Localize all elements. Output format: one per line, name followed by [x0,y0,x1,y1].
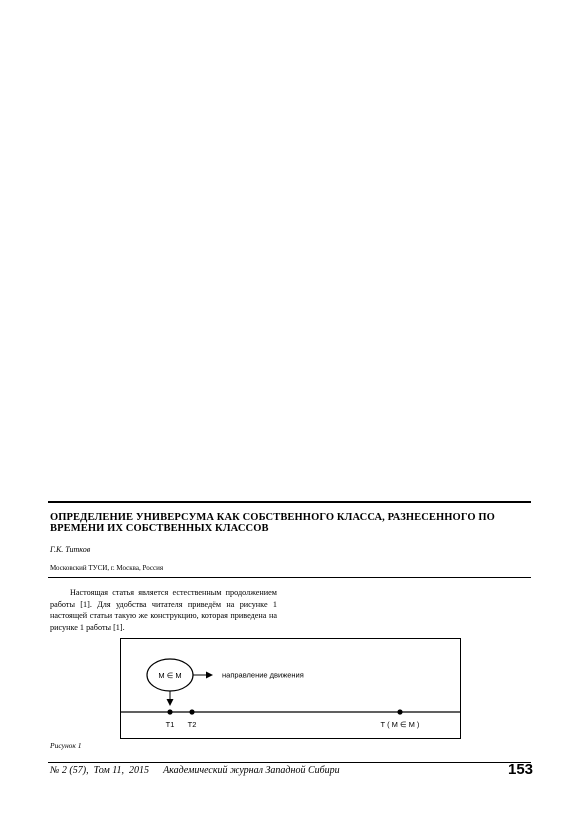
header-rule [48,501,531,503]
point-t2 [189,709,194,714]
body-paragraph: Настоящая статья является естественным продолжением работы [1]. Для удобства читателя приведём на рисунке 1 настоящей статьи такую же конструкцию, которая приведена на рисунке 1 работы [1]. [50,588,277,632]
point-t3 [397,709,402,714]
figure-caption: Рисунок 1 [50,741,82,750]
figure-diagram [120,638,462,740]
point-t3-label: T ( M ∈ M ) [380,720,420,729]
article-title: ОПРЕДЕЛЕНИЕ УНИВЕРСУМА КАК СОБСТВЕННОГО КЛАССА, РАЗНЕСЕННОГО ПО ВРЕМЕНИ ИХ СОБСТВЕННЫХ КЛАССОВ [50,512,495,534]
section-rule [48,577,531,578]
figure-1 [120,638,462,745]
point-t2-label: T2 [187,720,197,729]
oval-label: M ∈ M [158,671,182,680]
point-t1 [167,709,172,714]
author-affiliation: Московский ТУСИ, г. Москва, Россия [50,564,164,572]
footer-issue: № 2 (57), Том 11, 2015 [50,765,150,776]
page-number: 153 [508,761,534,778]
footer-journal: Академический журнал Западной Сибири [163,765,340,776]
point-t1-label: T1 [165,720,175,729]
direction-label: направление движения [222,670,304,680]
footer-citation [50,765,340,776]
footer-rule [48,762,531,763]
article-author: Г.К. Титков [50,545,91,554]
